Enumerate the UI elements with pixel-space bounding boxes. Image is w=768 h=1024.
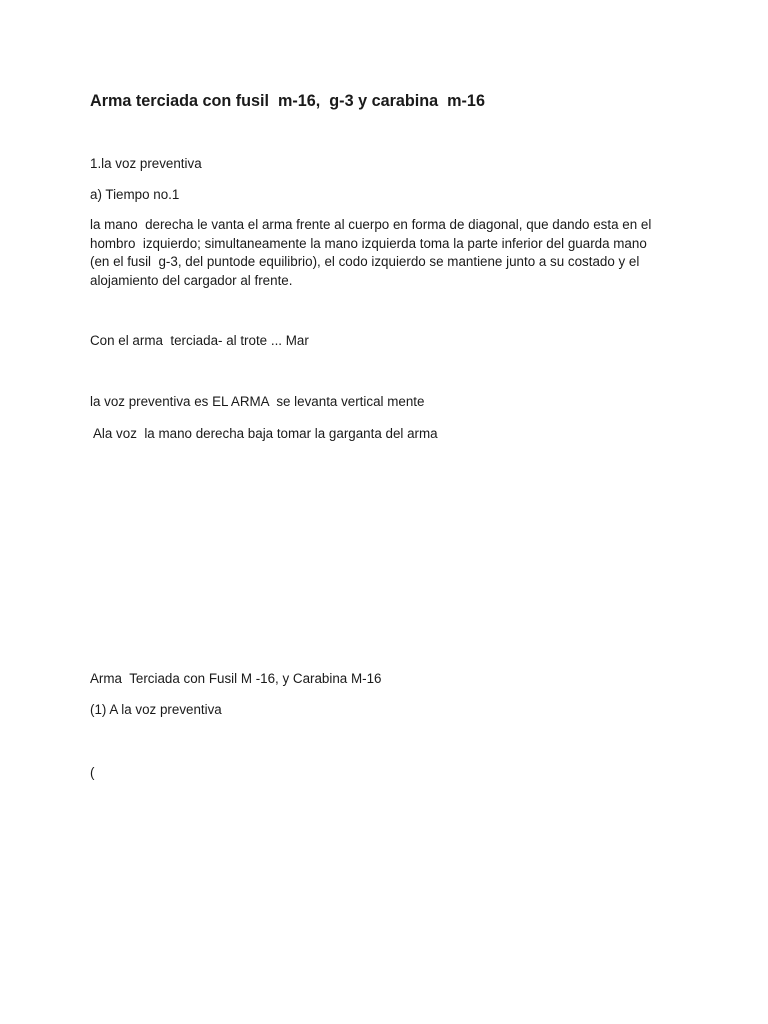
- right-hand-line: Ala voz la mano derecha baja tomar la garganta del arma: [90, 426, 438, 441]
- trot-command-line: Con el arma terciada- al trote ... Mar: [90, 333, 309, 348]
- paragraph-line: la mano derecha le vanta el arma frente al cuerpo en forma de diagonal, que dando esta en el: [90, 217, 652, 232]
- time-heading: a) Tiempo no.1: [90, 187, 180, 202]
- paragraph-line: hombro izquierdo; simultaneamente la mano izquierda toma la parte inferior del guarda mano: [90, 235, 647, 251]
- open-parenthesis: (: [90, 765, 95, 780]
- document-title: Arma terciada con fusil m-16, g-3 y carabina m-16: [90, 92, 485, 110]
- preventive-voice-line: la voz preventiva es EL ARMA se levanta vertical mente: [90, 394, 425, 409]
- step-heading: 1.la voz preventiva: [90, 156, 202, 171]
- section-heading: Arma Terciada con Fusil M -16, y Carabina M-16: [90, 671, 382, 686]
- paragraph-line: alojamiento del cargador al frente.: [90, 272, 293, 288]
- paragraph-line: (en el fusil g-3, del puntode equilibrio), el codo izquierdo se mantiene junto a su costado y el: [90, 254, 640, 270]
- numbered-item: (1) A la voz preventiva: [90, 702, 222, 717]
- instruction-paragraph: [90, 216, 690, 290]
